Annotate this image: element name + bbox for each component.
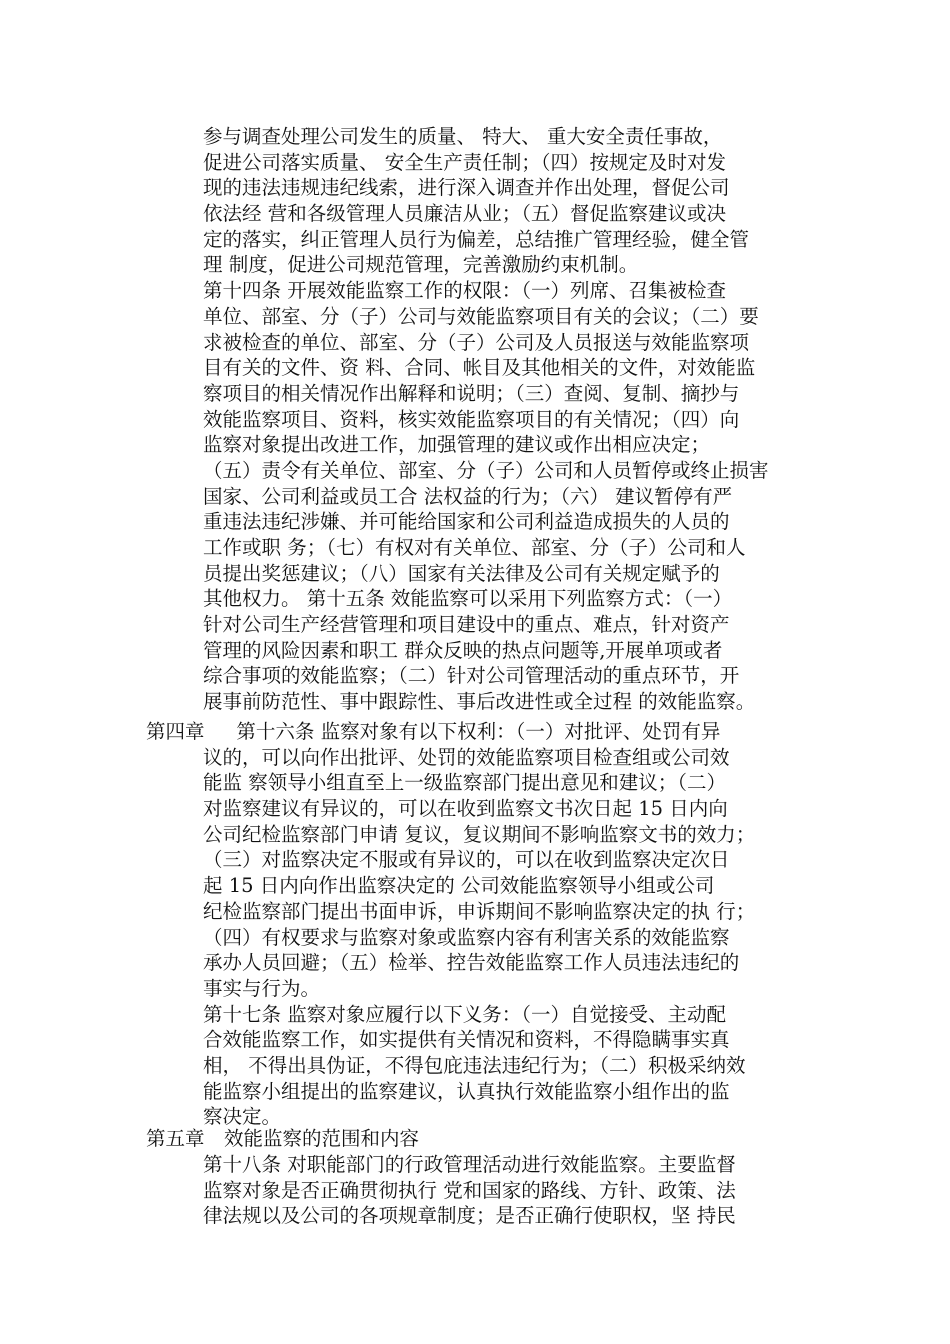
- text-line: （五）责令有关单位、部室、分（子）公司和人员暂停或终止损害: [203, 458, 769, 482]
- text-line: 效能监察项目、资料，核实效能监察项目的有关情况；（四）向: [203, 407, 740, 431]
- text-block-article-18: [203, 1152, 803, 1229]
- text-line: （四）有权要求与监察对象或监察内容有利害关系的效能监察: [203, 925, 730, 949]
- text-line: 参与调查处理公司发生的质量、 特大、 重大安全责任事故，: [203, 125, 723, 148]
- text-line: 重违法违纪涉嫌、并可能给国家和公司利益造成损失的人员的: [203, 510, 730, 534]
- text-line: 第十四条 开展效能监察工作的权限：（一）列席、召集被检查: [203, 279, 726, 303]
- text-line: 第四章 第十六条 监察对象有以下权利：（一）对批评、处罚有异: [146, 720, 721, 743]
- text-line: 依法经 营和各级管理人员廉洁从业；（五）督促监察建议或决: [203, 202, 726, 226]
- text-line: 事实与行为。: [203, 976, 321, 1000]
- text-line: 第十八条 对职能部门的行政管理活动进行效能监察。主要监督: [203, 1153, 736, 1176]
- text-line: 能监 察领导小组直至上一级监察部门提出意见和建议；（二）: [203, 771, 726, 795]
- text-line: 监察对象是否正确贯彻执行 党和国家的路线、方针、政策、法: [203, 1178, 736, 1202]
- text-line: 察项目的相关情况作出解释和说明；（三）查阅、复制、摘抄与: [203, 381, 740, 405]
- text-line: （三）对监察决定不服或有异议的，可以在收到监察决定次日: [203, 848, 730, 872]
- text-line: 其他权力。 第十五条 效能监察可以采用下列监察方式：（一）: [203, 587, 733, 611]
- text-line: 合效能监察工作，如实提供有关情况和资料，不得隐瞒事实真: [203, 1028, 730, 1052]
- text-line: 展事前防范性、事中跟踪性、事后改进性或全过程 的效能监察。: [203, 690, 756, 714]
- text-line: 起 15 日内向作出监察决定的 公司效能监察领导小组或公司: [203, 874, 715, 898]
- text-line: 综合事项的效能监察；（二）针对公司管理活动的重点环节，开: [203, 664, 740, 688]
- text-line: 监察对象提出改进工作，加强管理的建议或作出相应决定；: [203, 433, 711, 457]
- text-line: 促进公司落实质量、 安全生产责任制；（四）按规定及时对发: [203, 150, 726, 174]
- text-block-articles-13-15: [203, 124, 803, 715]
- text-line: 现的违法违规违纪线索，进行深入调查并作出处理，督促公司: [203, 176, 730, 200]
- text-line: 管理的风险因素和职工 群众反映的热点问题等,开展单项或者: [203, 638, 723, 662]
- text-line: 议的，可以向作出批评、处罚的效能监察项目检查组或公司效: [203, 745, 730, 769]
- text-line: 理 制度，促进公司规范管理，完善激励约束机制。: [203, 253, 639, 277]
- text-line: 单位、部室、分（子）公司与效能监察项目有关的会议；（二）要: [203, 304, 759, 328]
- text-line: 第十七条 监察对象应履行以下义务：（一）自觉接受、主动配: [203, 1002, 726, 1026]
- text-line: 能监察小组提出的监察建议，认真执行效能监察小组作出的监: [203, 1079, 730, 1103]
- text-line: 工作或职 务；（七）有权对有关单位、部室、分（子）公司和人: [203, 536, 746, 559]
- text-line: 公司纪检监察部门申请 复议，复议期间不影响监察文书的效力；: [203, 822, 756, 846]
- text-line: 定的落实，纠正管理人员行为偏差，总结推广管理经验，健全管: [203, 227, 750, 251]
- text-line: 律法规以及公司的各项规章制度；是否正确行使职权，坚 持民: [203, 1204, 736, 1228]
- chapter-5-heading-block: [146, 1126, 806, 1152]
- text-line: 针对公司生产经营管理和项目建设中的重点、难点，针对资产: [203, 613, 730, 637]
- text-line: 承办人员回避；（五）检举、控告效能监察工作人员违法违纪的: [203, 951, 740, 975]
- text-line: 相， 不得出具伪证，不得包庇违法违纪行为；（二）积极采纳效: [203, 1053, 746, 1077]
- text-line: 求被检查的单位、部室、分（子）公司及人员报送与效能监察项: [203, 330, 750, 354]
- text-line: 对监察建议有异议的，可以在收到监察文书次日起 15 日内向: [203, 797, 728, 821]
- text-line: 纪检监察部门提出书面申诉，申诉期间不影响监察决定的执 行；: [203, 899, 756, 923]
- text-line: 察决定。: [203, 1105, 282, 1129]
- text-line: 目有关的文件、资 料、合同、帐目及其他相关的文件，对效能监: [203, 356, 756, 380]
- text-block-chapter-4: [146, 719, 806, 1130]
- text-line: 员提出奖惩建议；（八）国家有关法律及公司有关规定赋予的: [203, 561, 720, 585]
- chapter-5-heading: 第五章 效能监察的范围和内容: [146, 1127, 420, 1150]
- text-line: 国家、公司利益或员工合 法权益的行为；（六） 建议暂停有严: [203, 484, 733, 508]
